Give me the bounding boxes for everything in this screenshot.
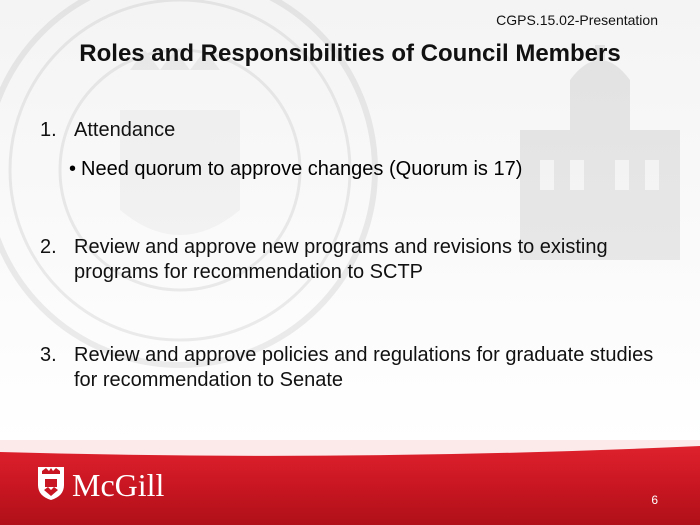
list-item-text: Review and approve policies and regulations for graduate studies for recommendation to Senate	[74, 344, 654, 391]
list-item-text: Attendance	[74, 119, 176, 141]
list-item-number: 2.	[40, 236, 57, 258]
bullet-icon: •	[69, 158, 77, 180]
list-item-number: 1.	[40, 119, 57, 141]
slide-title: Roles and Responsibilities of Council Members	[79, 40, 621, 67]
list-item-text: Review and approve new programs and revisions to existing programs for recommendation to SCTP	[74, 236, 608, 283]
shield-crest-icon	[36, 465, 66, 501]
logo-wordmark: McGill	[72, 467, 165, 503]
building-watermark	[500, 40, 700, 260]
sub-bullet-text: Need quorum to approve changes (Quorum is 17)	[81, 158, 523, 180]
sub-bullet-item	[69, 157, 669, 182]
list-item-number: 3.	[40, 344, 57, 366]
page-number: 6	[651, 493, 658, 507]
document-reference-code: CGPS.15.02-Presentation	[496, 12, 658, 28]
